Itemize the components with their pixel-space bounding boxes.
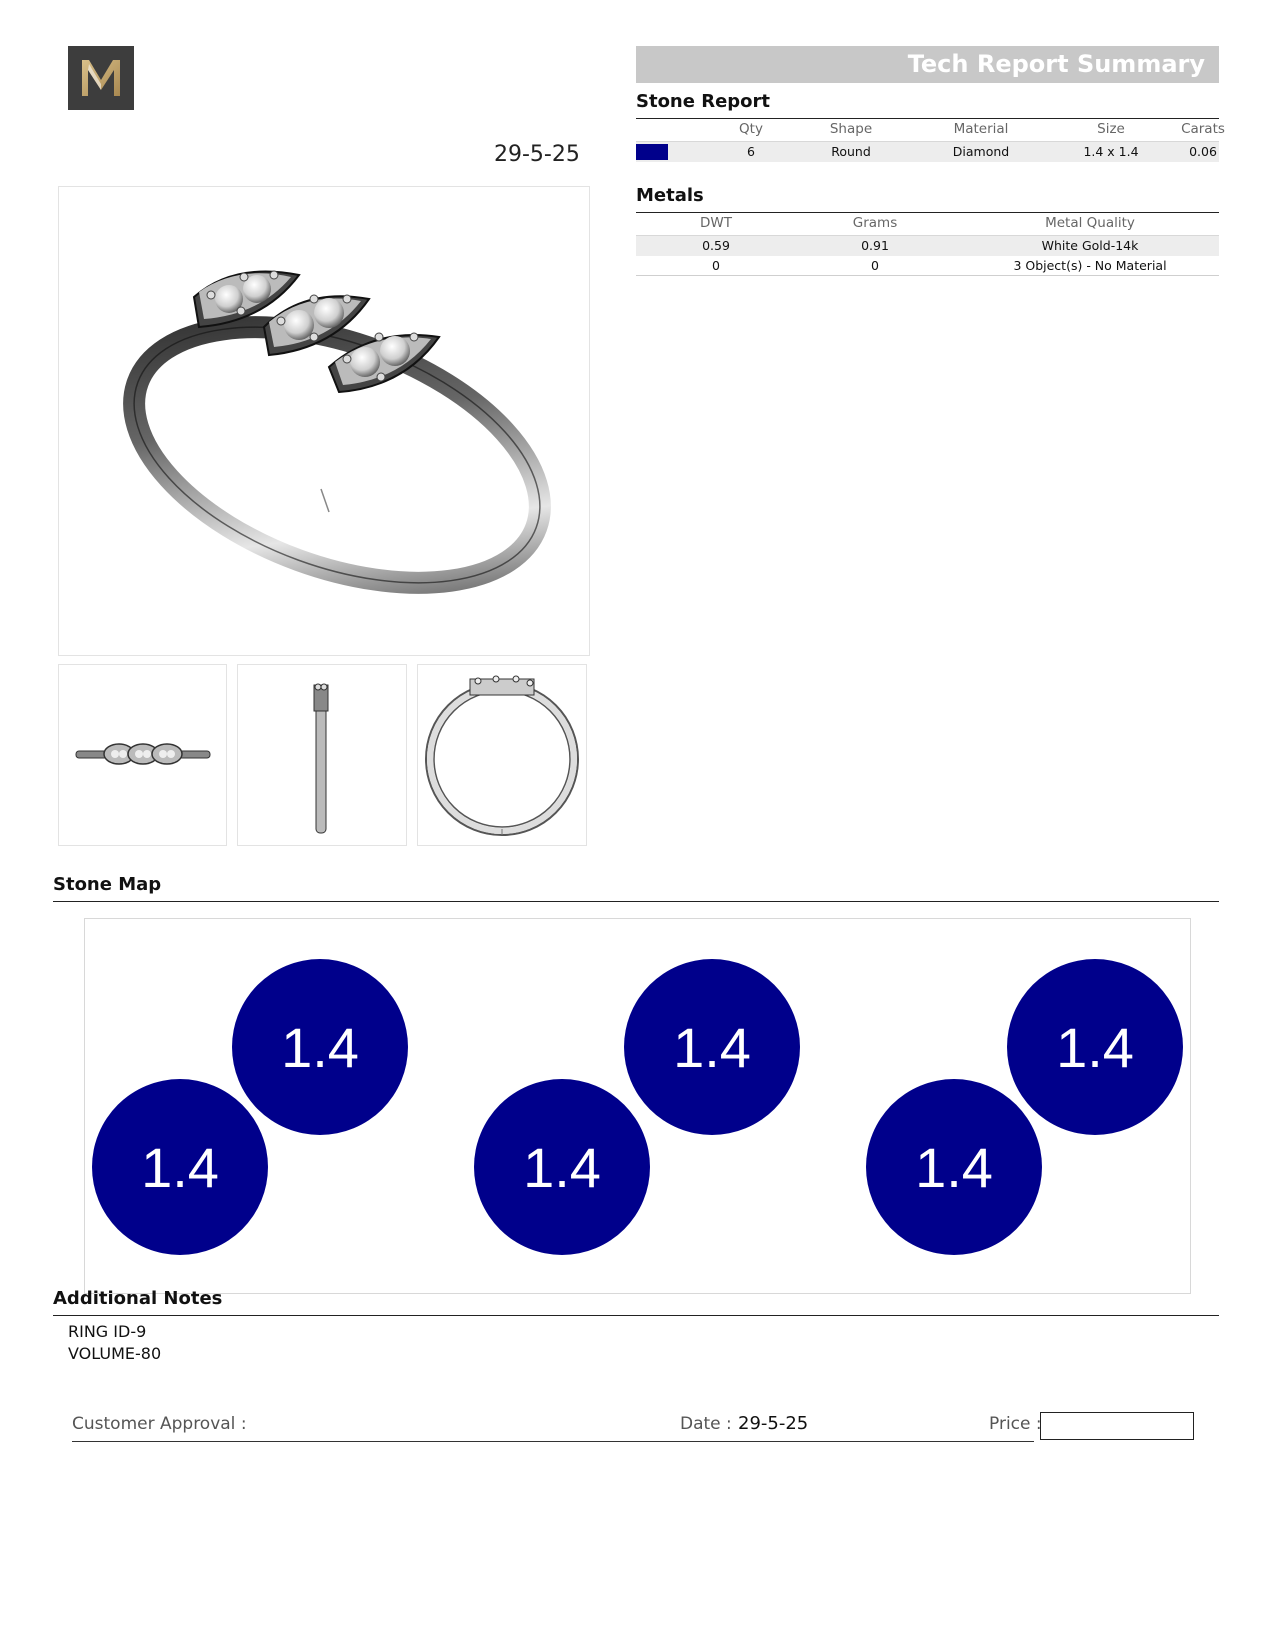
approval-date-value: 29-5-25 bbox=[738, 1413, 809, 1434]
col-header-material: Material bbox=[953, 121, 1009, 137]
stone-map-panel bbox=[84, 918, 1191, 1294]
metals-table bbox=[636, 215, 1219, 276]
additional-notes-rule bbox=[53, 1315, 1219, 1316]
customer-approval-label: Customer Approval : bbox=[72, 1414, 247, 1434]
col-header-shape: Shape bbox=[829, 121, 873, 137]
report-date: 29-5-25 bbox=[494, 142, 580, 167]
col-header-dwt: DWT bbox=[700, 215, 732, 231]
metal-dwt: 0.59 bbox=[702, 238, 730, 253]
stone-size: 1.4 x 1.4 bbox=[1083, 144, 1139, 159]
col-header-size: Size bbox=[1097, 121, 1125, 137]
stone-qty: 6 bbox=[747, 144, 755, 159]
stone-map-rule bbox=[53, 901, 1219, 902]
stone-color-swatch bbox=[636, 144, 668, 160]
ring-front-view-thumbnail bbox=[417, 664, 587, 846]
ring-main-view bbox=[58, 186, 590, 656]
col-header-qty: Qty bbox=[739, 121, 763, 137]
stone-marker: 1.4 bbox=[1007, 959, 1183, 1135]
col-header-carats: Carats bbox=[1181, 121, 1225, 137]
ring-side-view-thumbnail bbox=[237, 664, 407, 846]
additional-notes-title: Additional Notes bbox=[53, 1288, 223, 1309]
ring-top-view-thumbnail bbox=[58, 664, 227, 846]
metals-row bbox=[636, 256, 1219, 276]
metals-rule bbox=[636, 212, 1219, 213]
stone-marker: 1.4 bbox=[474, 1079, 650, 1255]
report-title: Tech Report Summary bbox=[907, 50, 1205, 78]
col-header-grams: Grams bbox=[852, 215, 898, 231]
stone-report-title: Stone Report bbox=[636, 91, 771, 112]
metals-title: Metals bbox=[636, 185, 704, 206]
stone-marker: 1.4 bbox=[624, 959, 800, 1135]
metals-header-row bbox=[636, 215, 1219, 235]
stone-report-table bbox=[636, 121, 1225, 162]
company-logo bbox=[68, 46, 134, 110]
metal-dwt: 0 bbox=[712, 258, 720, 273]
metal-grams: 0.91 bbox=[861, 238, 889, 253]
approval-signature-line bbox=[72, 1441, 1034, 1442]
stone-material: Diamond bbox=[952, 144, 1010, 159]
metal-quality: White Gold-14k bbox=[1041, 238, 1139, 253]
metal-quality: 3 Object(s) - No Material bbox=[1013, 258, 1167, 273]
price-field[interactable] bbox=[1040, 1412, 1194, 1440]
col-header-metal-quality: Metal Quality bbox=[1045, 215, 1135, 231]
stone-shape: Round bbox=[831, 144, 871, 159]
stone-map-title: Stone Map bbox=[53, 874, 162, 895]
note-line: RING ID-9 bbox=[68, 1322, 147, 1341]
stone-marker: 1.4 bbox=[866, 1079, 1042, 1255]
note-line: VOLUME-80 bbox=[68, 1344, 162, 1363]
stone-carats: 0.06 bbox=[1189, 144, 1217, 159]
date-label: Date : bbox=[680, 1414, 732, 1434]
metal-grams: 0 bbox=[871, 258, 879, 273]
stone-marker: 1.4 bbox=[92, 1079, 268, 1255]
metals-row bbox=[636, 235, 1219, 256]
stone-report-rule bbox=[636, 118, 1219, 119]
price-label: Price : bbox=[989, 1414, 1042, 1434]
stone-report-row bbox=[636, 141, 1219, 162]
stone-marker: 1.4 bbox=[232, 959, 408, 1135]
report-header-bar bbox=[636, 46, 1219, 83]
stone-report-header-row bbox=[636, 121, 1225, 141]
